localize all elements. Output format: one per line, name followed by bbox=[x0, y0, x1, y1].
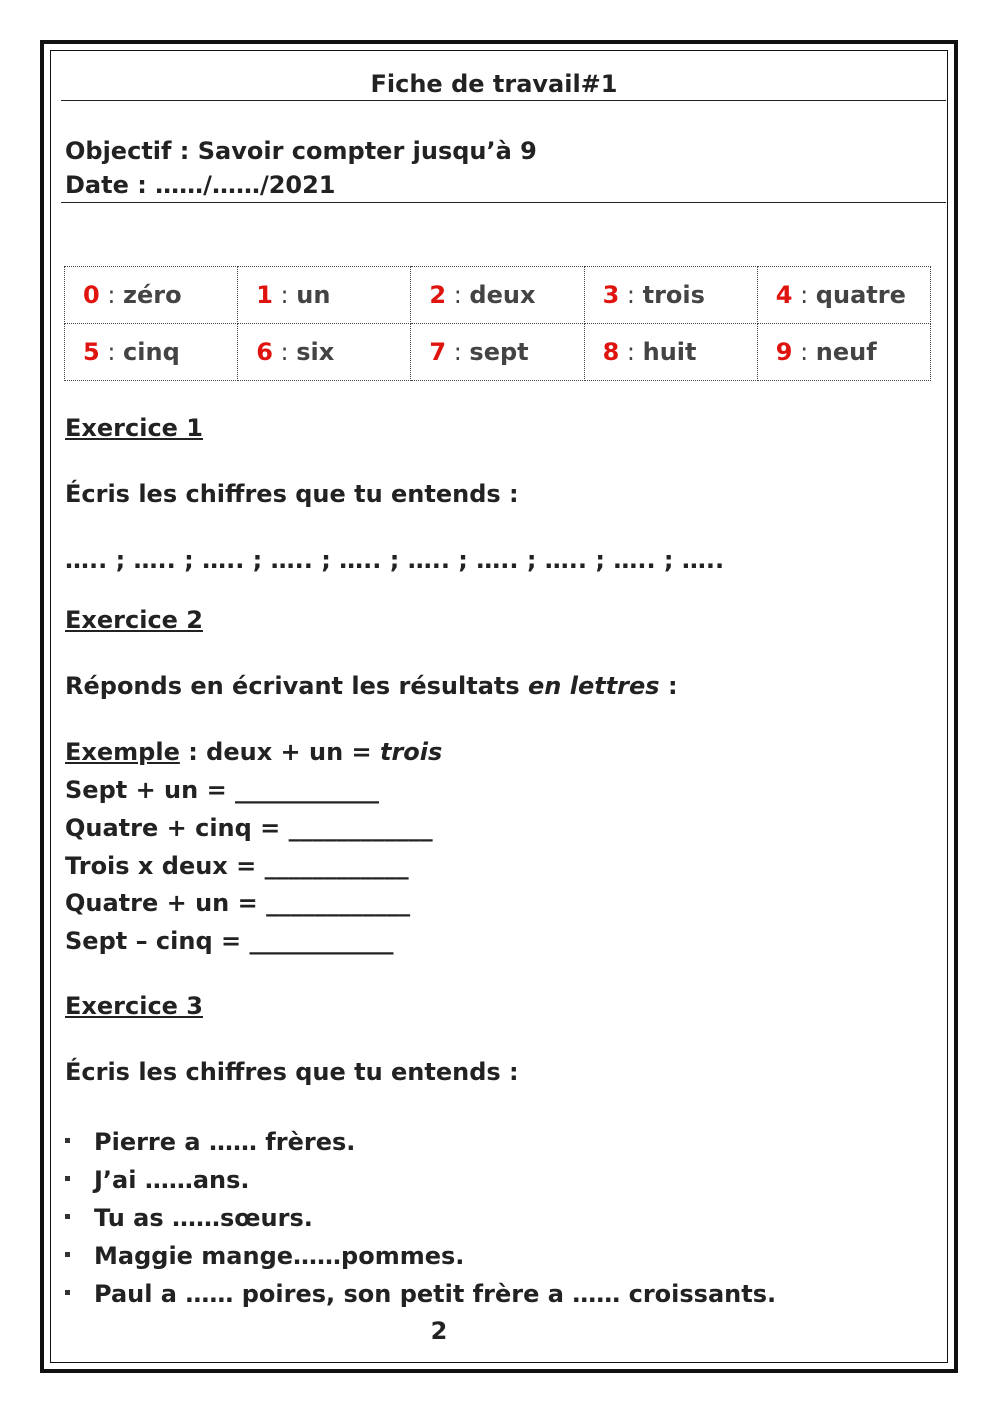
page-border-inner bbox=[50, 50, 948, 1363]
list-item-text: Pierre a …… frères. bbox=[94, 1128, 356, 1156]
exercise-3-instruction: Écris les chiffres que tu entends : bbox=[65, 1058, 519, 1086]
number-digit: 4 bbox=[775, 281, 793, 309]
exercise-2-line: Quatre + cinq = ____________ bbox=[65, 814, 433, 842]
number-digit: 9 bbox=[775, 338, 793, 366]
example-text: : deux + un = bbox=[179, 738, 380, 766]
number-cell bbox=[584, 324, 757, 381]
bullet-icon bbox=[65, 1214, 70, 1219]
number-separator: : bbox=[99, 281, 124, 309]
list-item bbox=[65, 1128, 355, 1156]
number-word: deux bbox=[469, 281, 536, 309]
number-word: neuf bbox=[815, 338, 877, 366]
number-digit: 0 bbox=[83, 281, 100, 309]
page-border-outer bbox=[40, 40, 958, 1373]
number-word: trois bbox=[642, 281, 705, 309]
instruction-colon: : bbox=[659, 672, 678, 700]
bullet-icon bbox=[65, 1290, 70, 1295]
list-item-text: Maggie mange……pommes. bbox=[94, 1242, 465, 1270]
number-cell bbox=[65, 324, 238, 381]
number-digit: 3 bbox=[602, 281, 620, 309]
list-item bbox=[65, 1166, 250, 1194]
number-cell bbox=[584, 267, 757, 324]
exercise-3-heading: Exercice 3 bbox=[65, 992, 203, 1020]
number-digit: 2 bbox=[429, 281, 447, 309]
number-cell bbox=[411, 324, 584, 381]
number-separator: : bbox=[792, 281, 816, 309]
list-item-text: Tu as ……sœurs. bbox=[94, 1204, 313, 1232]
number-digit: 1 bbox=[256, 281, 273, 309]
number-digit: 5 bbox=[83, 338, 100, 366]
bullet-icon bbox=[65, 1252, 70, 1257]
numbers-row bbox=[65, 267, 931, 324]
number-separator: : bbox=[792, 338, 816, 366]
exercise-2-line: Quatre + un = ____________ bbox=[65, 889, 411, 917]
example-answer: trois bbox=[380, 738, 443, 766]
number-cell bbox=[757, 267, 930, 324]
number-separator: : bbox=[619, 338, 643, 366]
number-word: zéro bbox=[123, 281, 182, 309]
numbers-row bbox=[65, 324, 931, 381]
number-separator: : bbox=[446, 281, 470, 309]
objective-text: Objectif : Savoir compter jusqu’à 9 bbox=[65, 137, 537, 165]
number-word: quatre bbox=[815, 281, 906, 309]
number-word: un bbox=[296, 281, 331, 309]
number-word: sept bbox=[469, 338, 529, 366]
exercise-2-example bbox=[65, 738, 442, 766]
instruction-emphasis: en lettres bbox=[528, 672, 660, 700]
exercise-2-instruction bbox=[65, 672, 678, 700]
numbers-table bbox=[64, 266, 931, 381]
bullet-icon bbox=[65, 1138, 70, 1143]
exercise-2-line: Sept + un = ____________ bbox=[65, 776, 380, 804]
page-number: 2 bbox=[430, 1317, 448, 1345]
number-separator: : bbox=[272, 281, 297, 309]
number-word: cinq bbox=[123, 338, 180, 366]
number-cell bbox=[238, 324, 411, 381]
number-cell bbox=[238, 267, 411, 324]
number-cell bbox=[65, 267, 238, 324]
number-separator: : bbox=[272, 338, 297, 366]
number-separator: : bbox=[446, 338, 470, 366]
worksheet-title: Fiche de travail#1 bbox=[370, 70, 618, 98]
exercise-2-heading: Exercice 2 bbox=[65, 606, 203, 634]
number-word: huit bbox=[642, 338, 697, 366]
list-item-text: J’ai ……ans. bbox=[94, 1166, 250, 1194]
number-separator: : bbox=[99, 338, 124, 366]
number-digit: 8 bbox=[602, 338, 620, 366]
exercise-1-heading: Exercice 1 bbox=[65, 414, 203, 442]
exercise-2-line: Sept – cinq = ____________ bbox=[65, 927, 394, 955]
list-item bbox=[65, 1242, 464, 1270]
list-item-text: Paul a …… poires, son petit frère a …… croissants. bbox=[94, 1280, 777, 1308]
exercise-1-answer-line: ….. ; ….. ; ….. ; ….. ; ….. ; ….. ; ….. ; ….. ; ….. ; ….. bbox=[65, 546, 725, 574]
example-label: Exemple bbox=[65, 738, 180, 766]
list-item bbox=[65, 1204, 313, 1232]
header-divider bbox=[61, 202, 946, 203]
exercise-2-line: Trois x deux = ____________ bbox=[65, 852, 409, 880]
number-digit: 7 bbox=[429, 338, 447, 366]
number-cell bbox=[411, 267, 584, 324]
title-divider bbox=[61, 100, 946, 101]
number-word: six bbox=[296, 338, 335, 366]
exercise-1-instruction: Écris les chiffres que tu entends : bbox=[65, 480, 519, 508]
number-separator: : bbox=[619, 281, 643, 309]
number-cell bbox=[757, 324, 930, 381]
date-field: Date : ……/……/2021 bbox=[65, 171, 336, 199]
instruction-text: Réponds en écrivant les résultats bbox=[65, 672, 529, 700]
list-item bbox=[65, 1280, 776, 1308]
number-digit: 6 bbox=[256, 338, 273, 366]
bullet-icon bbox=[65, 1176, 70, 1181]
